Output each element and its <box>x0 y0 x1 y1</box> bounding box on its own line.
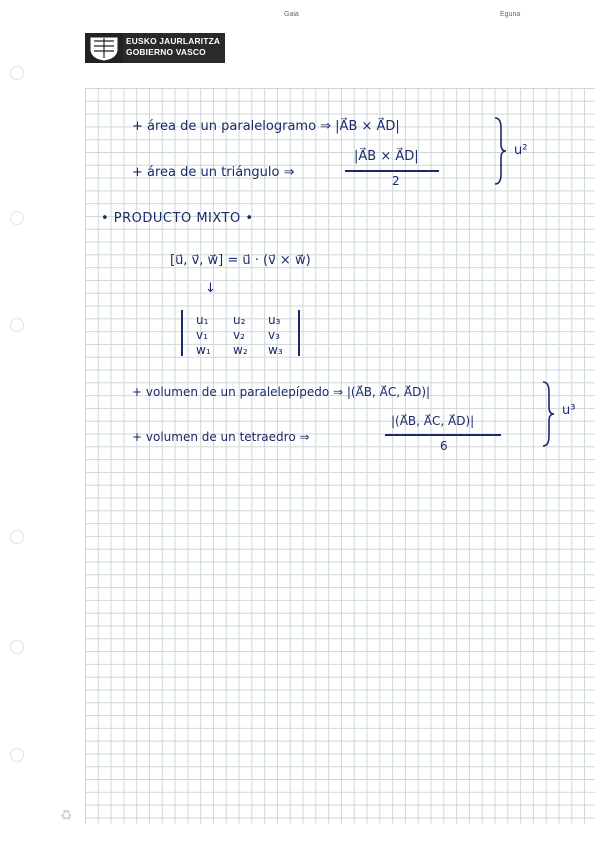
logo-text <box>126 36 220 58</box>
eguna-label: Eguna <box>500 11 521 18</box>
det-cell: w₂ <box>233 343 248 357</box>
volume-parallelepiped-line: + volumen de un paralelepípedo ⇒ |(A⃗B, A⃗C, A⃗D)| <box>132 385 431 399</box>
determinant-left-bar <box>181 310 183 356</box>
punch-hole <box>10 66 24 80</box>
volume-tetrahedron-numerator: |(A⃗B, A⃗C, A⃗D)| <box>391 414 475 428</box>
area-triangle-numerator: |A⃗B × A⃗D| <box>354 149 419 164</box>
area-triangle-line: + área de un triángulo ⇒ <box>132 165 295 180</box>
down-arrow-icon: ↓ <box>205 281 216 296</box>
punch-hole <box>10 748 24 762</box>
punch-hole <box>10 211 24 225</box>
right-brace-icon <box>493 116 507 186</box>
logo-line-1: EUSKO JAURLARITZA <box>126 36 221 46</box>
recycle-icon: ♻ <box>60 808 73 824</box>
gaia-label: Gaia <box>284 11 299 18</box>
det-cell: v₃ <box>268 328 280 342</box>
det-cell: w₃ <box>268 343 283 357</box>
det-cell: u₂ <box>233 313 246 327</box>
area-parallelogram-line: + área de un paralelogramo ⇒ |A⃗B × A⃗D| <box>132 119 400 134</box>
area-triangle-denominator: 2 <box>392 174 400 188</box>
right-brace-icon <box>541 380 555 448</box>
punch-hole <box>10 640 24 654</box>
punch-hole <box>10 530 24 544</box>
det-cell: u₁ <box>196 313 209 327</box>
volume-tetrahedron-line: + volumen de un tetraedro ⇒ <box>132 430 310 444</box>
punch-hole <box>10 318 24 332</box>
det-cell: w₁ <box>196 343 211 357</box>
det-cell: u₃ <box>268 313 281 327</box>
logo-line-2: GOBIERNO VASCO <box>126 47 206 57</box>
volume-unit: u³ <box>562 403 576 418</box>
volume-tetrahedron-denominator: 6 <box>440 439 448 453</box>
det-cell: v₂ <box>233 328 245 342</box>
grid-paper <box>85 88 595 824</box>
fraction-bar <box>345 170 439 172</box>
determinant-right-bar <box>298 310 300 356</box>
fraction-bar <box>385 434 501 436</box>
area-unit: u² <box>514 143 528 158</box>
mixed-product-definition: [u⃗, v⃗, w⃗] = u⃗ · (v⃗ × w⃗) <box>170 253 311 268</box>
mixed-product-title: • PRODUCTO MIXTO • <box>101 211 254 226</box>
det-cell: v₁ <box>196 328 208 342</box>
